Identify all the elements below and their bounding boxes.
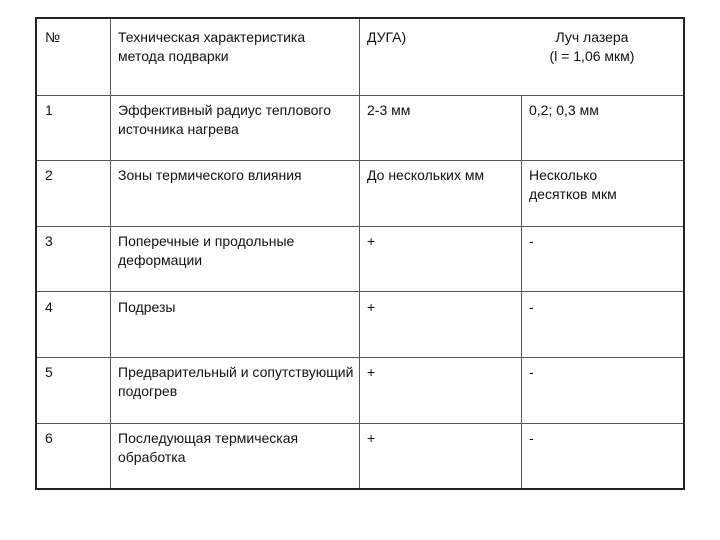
row-1-arc: 2-3 мм xyxy=(367,102,411,118)
row-divider xyxy=(37,423,683,424)
row-3-characteristic: Поперечные и продольные деформации xyxy=(118,233,295,268)
row-2-characteristic: Зоны термического влияния xyxy=(118,167,302,183)
header-laser-line2: (l = 1,06 мкм) xyxy=(549,48,635,64)
row-divider xyxy=(37,357,683,358)
row-5-num: 5 xyxy=(45,364,53,380)
header-laser xyxy=(507,28,677,66)
row-5-arc: + xyxy=(367,364,376,380)
row-5-laser: - xyxy=(529,364,534,380)
row-2-num: 2 xyxy=(45,167,53,183)
header-num: № xyxy=(45,29,61,45)
row-4-num: 4 xyxy=(45,299,53,315)
row-4-arc: + xyxy=(367,299,376,315)
row-5-characteristic: Предварительный и сопутствующий подогрев xyxy=(118,364,354,399)
header-arc: ДУГА) xyxy=(367,29,407,45)
row-6-arc: + xyxy=(367,430,376,446)
row-divider xyxy=(37,226,683,227)
row-3-laser: - xyxy=(529,233,534,249)
header-laser-line1: Луч лазера xyxy=(555,29,629,45)
row-3-arc: + xyxy=(367,233,376,249)
column-divider xyxy=(521,95,522,488)
row-4-characteristic: Подрезы xyxy=(118,299,176,315)
comparison-table xyxy=(35,17,685,490)
header-characteristic: Техническая характеристика метода подварки xyxy=(118,29,306,64)
row-divider xyxy=(37,160,683,161)
row-1-characteristic: Эффективный радиус теплового источника нагрева xyxy=(118,102,332,137)
row-4-laser: - xyxy=(529,299,534,315)
row-6-num: 6 xyxy=(45,430,53,446)
row-divider xyxy=(37,291,683,292)
row-6-characteristic: Последующая термическая обработка xyxy=(118,430,299,465)
column-divider xyxy=(110,19,111,488)
row-6-laser: - xyxy=(529,430,534,446)
row-2-arc: До нескольких мм xyxy=(367,167,485,183)
row-2-laser: Несколько десятков мкм xyxy=(529,167,617,202)
row-3-num: 3 xyxy=(45,233,53,249)
row-1-laser: 0,2; 0,3 мм xyxy=(529,102,599,118)
column-divider xyxy=(359,19,360,488)
row-1-num: 1 xyxy=(45,102,53,118)
row-divider xyxy=(37,95,683,96)
